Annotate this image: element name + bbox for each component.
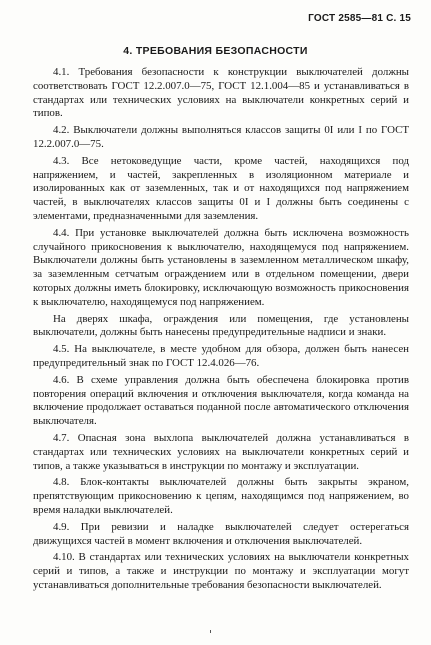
paragraph-4-9: 4.9. При ревизии и наладке выключателей следует остерегаться движущихся частей в момент включения и отключения выключателей. <box>33 520 409 547</box>
paragraph-4-3: 4.3. Все нетоковедущие части, кроме частей, находящихся под напряжением, и частей, закрепленных в изоляционном материале и изолированных как от заземленных, так и от находящихся под напряжением частей, в выключателях классов защиты 0I и I должны быть соединены с элементами, предназначенными для заземления. <box>33 154 409 222</box>
paragraph-4-7: 4.7. Опасная зона выхлопа выключателей должна устанавливаться в стандартах или технических условиях на выключатели конкретных серий и типов, а также указываться в инструкции по монтажу и эксплуатации. <box>33 431 409 472</box>
section-body <box>33 66 409 593</box>
paragraph-4-8: 4.8. Блок-контакты выключателей должны быть закрыты экраном, препятствующим прикосновению к цепям, находящимся под напряжением, во время наладки выключателей. <box>33 476 409 516</box>
scan-mark <box>210 630 211 633</box>
paragraph-4-1: 4.1. Требования безопасности к конструкции выключателей должны соответствовать ГОСТ 12.2.007.0—75, ГОСТ 12.1.004—85 и устанавливаться в стандартах или технических условиях на выключатели конкретных серий и типов. <box>33 66 409 120</box>
paragraph-4-4-doors: На дверях шкафа, ограждения или помещения, где установлены выключатели, должны быть нанесены предупредительные надписи и знаки. <box>33 312 409 339</box>
paragraph-4-6: 4.6. В схеме управления должна быть обеспечена блокировка против повторения операций включения и отключения выключателя, когда команда на включение продолжает оставаться поданной после автоматического отключения выключателя. <box>33 373 409 428</box>
paragraph-4-10: 4.10. В стандартах или технических условиях на выключатели конкретных серий и типов, а также и инструкции по монтажу и эксплуатации могут устанавливаться дополнительные требования безопасности выключателей. <box>33 551 409 591</box>
paragraph-4-4: 4.4. При установке выключателей должна быть исключена возможность случайного прикосновения к выключателю, находящемуся под напряжением. Выключатели должны быть установлены в заземленном металлическом шкафу, за заземленным сетчатым ограждением или в отдельном помещении, двери которых должны иметь блокировку, исключающую возможность прикосновения к выключателю, находящемуся под напряжением. <box>33 226 409 308</box>
paragraph-4-5: 4.5. На выключателе, в месте удобном для обзора, должен быть нанесен предупредительный знак по ГОСТ 12.4.026—76. <box>33 343 409 369</box>
page-header: ГОСТ 2585—81 С. 15 <box>308 13 411 24</box>
paragraph-4-2: 4.2. Выключатели должны выполняться классов защиты 0I или I по ГОСТ 12.2.007.0—75. <box>33 124 409 150</box>
section-title: 4. ТРЕБОВАНИЯ БЕЗОПАСНОСТИ <box>123 45 308 57</box>
